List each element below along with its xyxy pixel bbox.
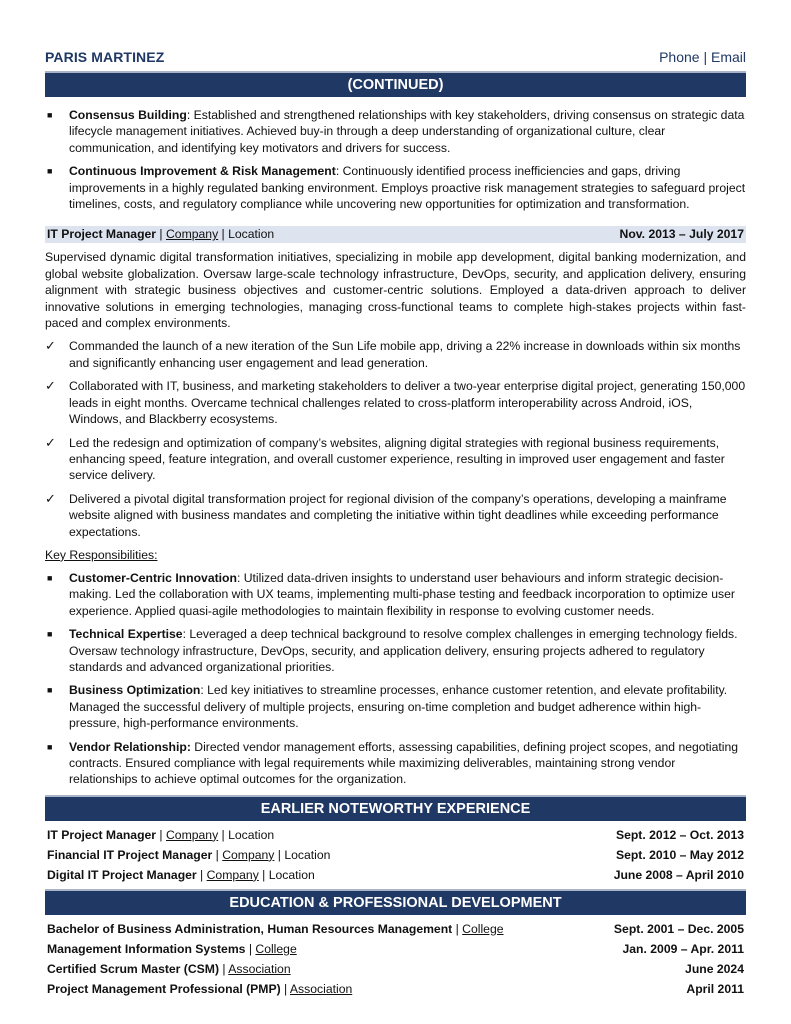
company-link[interactable]: Company [166, 827, 219, 842]
company-link[interactable]: Company [206, 867, 259, 882]
square-bullet-icon: ■ [47, 166, 53, 177]
credential-title: Management Information Systems [47, 941, 246, 956]
checkmark-icon: ✓ [45, 434, 56, 450]
item-text: : Led key initiatives to streamline processes, enhance customer retention, and elevate profitability. Managed the successful delivery of multiple projects, ensuring on-time completion and budget adherence within high-pressure, high-performance environments. [69, 683, 728, 731]
list-item [45, 570, 746, 619]
section-bar-education: EDUCATION & PROFESSIONAL DEVELOPMENT [45, 889, 746, 915]
achievement-text: Collaborated with IT, business, and marketing stakeholders to deliver a two-year enterprise digital project, generating 150,000 leads in eight months. Overcame technical challenges related to cross-platform interoperability across Android, iOS, Windows, and Blackberry ecosystems. [69, 379, 746, 427]
role-title: Financial IT Project Manager [47, 847, 213, 862]
contact-info: Phone | Email [659, 49, 746, 65]
credential-dates: April 2011 [686, 981, 744, 996]
continued-list [45, 107, 746, 212]
role-dates: Sept. 2012 – Oct. 2013 [615, 827, 744, 842]
job-location: | Location [218, 227, 275, 242]
credential-dates: Sept. 2001 – Dec. 2005 [613, 921, 744, 936]
credential-title: Bachelor of Business Administration, Human Resources Management [47, 921, 453, 936]
checkmark-icon: ✓ [45, 490, 56, 506]
role-title: IT Project Manager [47, 827, 157, 842]
role-location: | Location [218, 827, 275, 842]
achievements-list [45, 338, 746, 539]
institution-link[interactable]: Association [228, 961, 291, 976]
education-row [45, 939, 746, 959]
company-link[interactable]: Company [222, 847, 275, 862]
list-item [45, 682, 746, 731]
earlier-experience-list [45, 825, 746, 885]
job-heading [47, 226, 274, 243]
experience-row [45, 845, 746, 865]
separator: | [156, 227, 166, 242]
achievement-text: Commanded the launch of a new iteration of the Sun Life mobile app, driving a 22% increase in downloads within six months and significantly enhancing user engagement and lead generation. [69, 339, 741, 370]
section-bar-continued: (CONTINUED) [45, 71, 746, 97]
list-item [45, 378, 746, 427]
item-label: Vendor Relationship: [69, 739, 191, 754]
institution-link[interactable]: College [462, 921, 504, 936]
item-label: Customer-Centric Innovation [69, 570, 237, 585]
education-row [45, 919, 746, 939]
list-item [45, 338, 746, 371]
role-location: | Location [258, 867, 315, 882]
credential-title: Certified Scrum Master (CSM) [47, 961, 220, 976]
institution-link[interactable]: College [255, 941, 297, 956]
list-item [45, 626, 746, 675]
section-bar-earlier-experience: EARLIER NOTEWORTHY EXPERIENCE [45, 795, 746, 821]
item-label: Business Optimization [69, 683, 201, 698]
list-item [45, 435, 746, 484]
item-label: Continuous Improvement & Risk Management [69, 164, 336, 179]
job-summary: Supervised dynamic digital transformation initiatives, specializing in mobile app development, digital banking modernization, and global website globalization. Oversaw large-scale technology infrastructure, DevOps, security, and application delivery, ensuring alignment with strategic business objectives and customer-centric solutions. Employed a data-driven approach to deliver innovative solutions in emerging technologies, managing cross-functional teams to complete high-stakes projects within fast-paced and complex environments. [45, 250, 746, 331]
responsibilities-list [45, 570, 746, 788]
experience-row [45, 865, 746, 885]
credential-title: Project Management Professional (PMP) [47, 981, 281, 996]
separator: | [219, 961, 229, 976]
square-bullet-icon: ■ [47, 741, 53, 752]
role-title: Digital IT Project Manager [47, 867, 197, 882]
resume-page [45, 45, 746, 999]
item-text: : Continuously identified process inefficiencies and gaps, driving improvements in a highly regulated banking environment. Employs proactive risk management strategies to safeguard project timelines, costs, and regulatory compliance while uncovering new opportunities for optimization and transformation. [69, 164, 746, 212]
role-dates: June 2008 – April 2010 [613, 867, 744, 882]
responsibilities-heading: Key Responsibilities: [45, 547, 158, 562]
education-row [45, 979, 746, 999]
item-text: Directed vendor management efforts, assessing capabilities, defining project scopes, and negotiating contracts. Ensured compliance with legal requirements while maximizing deliverables, maintaining strong vendor relationships to achieve optimal outcomes for the organization. [69, 739, 739, 787]
checkmark-icon: ✓ [45, 378, 56, 394]
square-bullet-icon: ■ [47, 110, 53, 120]
square-bullet-icon: ■ [47, 685, 53, 696]
institution-link[interactable]: Association [289, 981, 353, 996]
experience-row [45, 825, 746, 845]
checkmark-icon: ✓ [45, 338, 56, 354]
list-item [45, 739, 746, 788]
separator: | [196, 867, 207, 882]
item-text: : Established and strengthened relationships with key stakeholders, driving consensus on strategic data lifecycle management initiatives. Achieved buy-in through a deep understanding of organizational culture, clear communication, and identifying key motivators and drivers for success. [69, 108, 745, 155]
item-text: : Utilized data-driven insights to understand user behaviours and inform strategic decision-making. Led the collaboration with UX teams, implementing multi-phase testing and feedback incorporation to optimize user experience. Applied quasi-agile methodologies to maintain flexibility in response to evolving customer needs. [69, 570, 735, 618]
separator: | [212, 847, 223, 862]
item-text: : Leveraged a deep technical background to resolve complex challenges in emerging technology fields. Oversaw technology infrastructure, DevOps, security, and application delivery, ensuring projects adhered to regulatory standards and advanced organizational priorities. [69, 627, 738, 674]
list-item [45, 107, 746, 156]
credential-dates: June 2024 [685, 961, 744, 976]
company-link[interactable]: Company [166, 227, 219, 242]
separator: | [280, 981, 290, 996]
candidate-name: PARIS MARTINEZ [45, 49, 165, 65]
square-bullet-icon: ■ [47, 629, 53, 640]
list-item [45, 163, 746, 212]
separator: | [245, 941, 256, 956]
separator: | [452, 921, 463, 936]
role-dates: Sept. 2010 – May 2012 [615, 847, 744, 862]
credential-dates: Jan. 2009 – Apr. 2011 [622, 941, 744, 956]
square-bullet-icon: ■ [47, 572, 53, 583]
resume-header [45, 45, 746, 65]
list-item [45, 491, 746, 540]
achievement-text: Delivered a pivotal digital transformation project for regional division of the company’s operations, developing a mainframe website aligned with business mandates and completing the initiative within tight deadlines while exceeding performance expectations. [69, 491, 727, 539]
job-title: IT Project Manager [47, 227, 157, 242]
education-row [45, 959, 746, 979]
job-dates: Nov. 2013 – July 2017 [619, 227, 744, 242]
item-label: Technical Expertise [69, 627, 183, 642]
education-list [45, 919, 746, 999]
job-header [45, 226, 746, 243]
separator: | [156, 827, 166, 842]
role-location: | Location [274, 847, 331, 862]
achievement-text: Led the redesign and optimization of company’s websites, aligning digital strategies with regional business requirements, enhancing speed, feature integration, and overall customer experience, resulting in improved user engagement and faster service delivery. [69, 435, 725, 483]
item-label: Consensus Building [69, 108, 187, 122]
